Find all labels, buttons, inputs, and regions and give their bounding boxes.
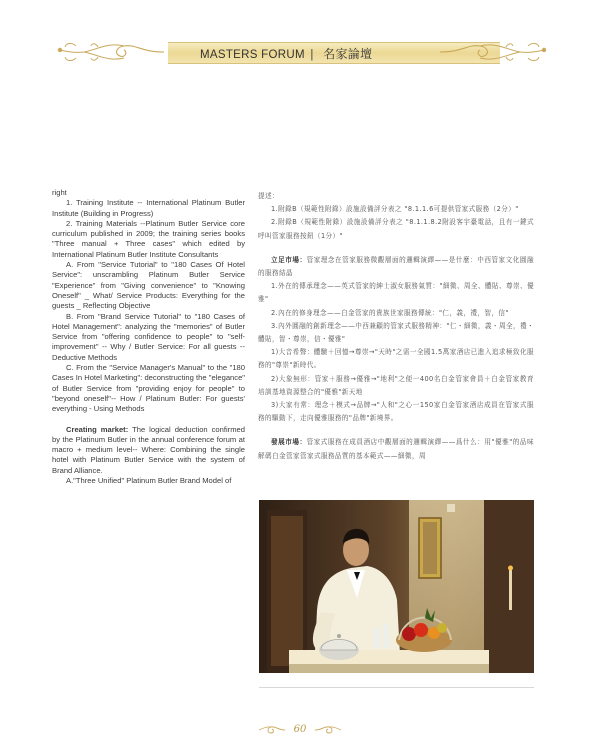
paragraph: 2. Training Materials --Platinum Butler Service core curriculum published in 2009; the training series books "Three manual + Three cases" which edited by International Platinum Butler Institute Consultants	[52, 218, 245, 259]
header-title-cn: 名家論壇	[323, 47, 373, 61]
paragraph: 3)大家有常：理念＋模式→品牌→"人和"之心一150家白金管家酒店成員在管家式服務的驅動下，走向優雅服務的"品牌"新境界。	[258, 401, 534, 423]
paragraph: 1)大音希聲：體驗＋回憶→尊崇→"天時"之需一全國1.5萬家酒店已進入追求極致化服務的"尊崇"新時代。	[258, 348, 534, 370]
page-footer	[0, 722, 600, 740]
butler-photo-illustration	[259, 500, 534, 673]
header-separator: |	[310, 49, 314, 61]
paragraph: 2.附錄B（規範性附錄）設施設備評分表之 "8.1.1.8.2附設客宇臺電話，且有一鍵式呼叫管家服務按鈕（1分）"	[258, 218, 534, 240]
market-paragraph	[52, 425, 245, 476]
butler-photo	[259, 500, 534, 673]
paragraph: B. From "Brand Service Tutorial" to "180 Cases of Hotel Management": analyzing the "memories" of Butler Service from "offering confidence to people" to "self-improvement" -- Why / Butler Service: For all guests -- Deductive Methods	[52, 311, 245, 362]
market-label: Creating market:	[66, 424, 129, 434]
paragraph: right	[52, 188, 67, 197]
footer-ornament-icon	[314, 725, 342, 735]
section-text: 管家理念在管家服務微觀層面的邏輯演繹——是什麼：中西管家文化圓融的服務結晶	[258, 255, 534, 278]
section-label: 發展市場：	[271, 438, 307, 447]
ornament-scroll-icon	[438, 38, 558, 66]
paragraph: 1. Training Institute -- International Platinum Butler Institute (Building in Progress)	[52, 198, 245, 218]
bottom-rule	[259, 687, 534, 688]
section-text: 管家式服務在成員酒店中觀層面的邏輯演繹——爲什么：用"優雅"的品味解碼白金管家管家式服務品質的基本範式——細微，周	[258, 438, 535, 460]
header-title-en: MASTERS FORUM	[200, 49, 305, 61]
section-label: 立足市場：	[271, 255, 307, 264]
paragraph: 2.內在的修身理念——白金管家的貴族世家服務傳統："仁，義，禮，智，信"	[271, 308, 509, 317]
header-title	[200, 45, 372, 62]
section-paragraph	[258, 436, 534, 462]
paragraph: A."Three Unified" Platinum Butler Brand Model of	[66, 476, 232, 486]
paragraph: 1.外在的傳承理念——英式管家的紳士淑女服務氣質："細微、周全、體貼、尊崇、優雅"	[258, 282, 534, 304]
section-paragraph	[258, 254, 534, 280]
paragraph: A. From "Service Tutorial" to "180 Cases Of Hotel Service": unscrambling Platinum Butler Service "Experience" from "Giving convenience" to "Knowing Oneself" _ What/ Service Products: Everything for the guests _ Reflecting Objective	[52, 260, 245, 311]
left-column	[52, 188, 245, 486]
paragraph: 1.附錄B（規範性附錄）設施設備評分表之 "8.1.1.6可提供管家式服務（2分）"	[271, 205, 519, 214]
paragraph: 提述：	[258, 192, 279, 200]
page-header	[0, 38, 600, 66]
footer-ornament-icon	[258, 725, 286, 735]
paragraph: C. From the "Service Manager's Manual" to the "180 Cases In Hotel Marketing": deconstructing the "elegance" of Butler Service from "providing enjoy for people" to "beyond oneself"-- How / Platinum Butler: For guests' everything - Using Methods	[52, 363, 245, 414]
page-number: 60	[293, 724, 307, 735]
right-column	[258, 190, 534, 463]
paragraph: 2)大象無形：管家＋服務→優雅→"地利"之便一400名白金管家會員＋白金管家教育培訓基地資源整合的"優雅"新天地	[258, 374, 534, 396]
market-text: The logical deduction confirmed by the Platinum Butler in the annual conference forum at macro + medium level-- Where: Combining the single hotel with Platinum Butler Service with the system of Brand Alliance.	[52, 424, 245, 475]
ornament-scroll-icon	[46, 38, 166, 66]
paragraph: 3.內外圓融的創新理念——中西兼顧的管家式服務精神："仁・細微，義・周全，禮・體貼，智・尊崇，信・優雅"	[258, 321, 534, 344]
